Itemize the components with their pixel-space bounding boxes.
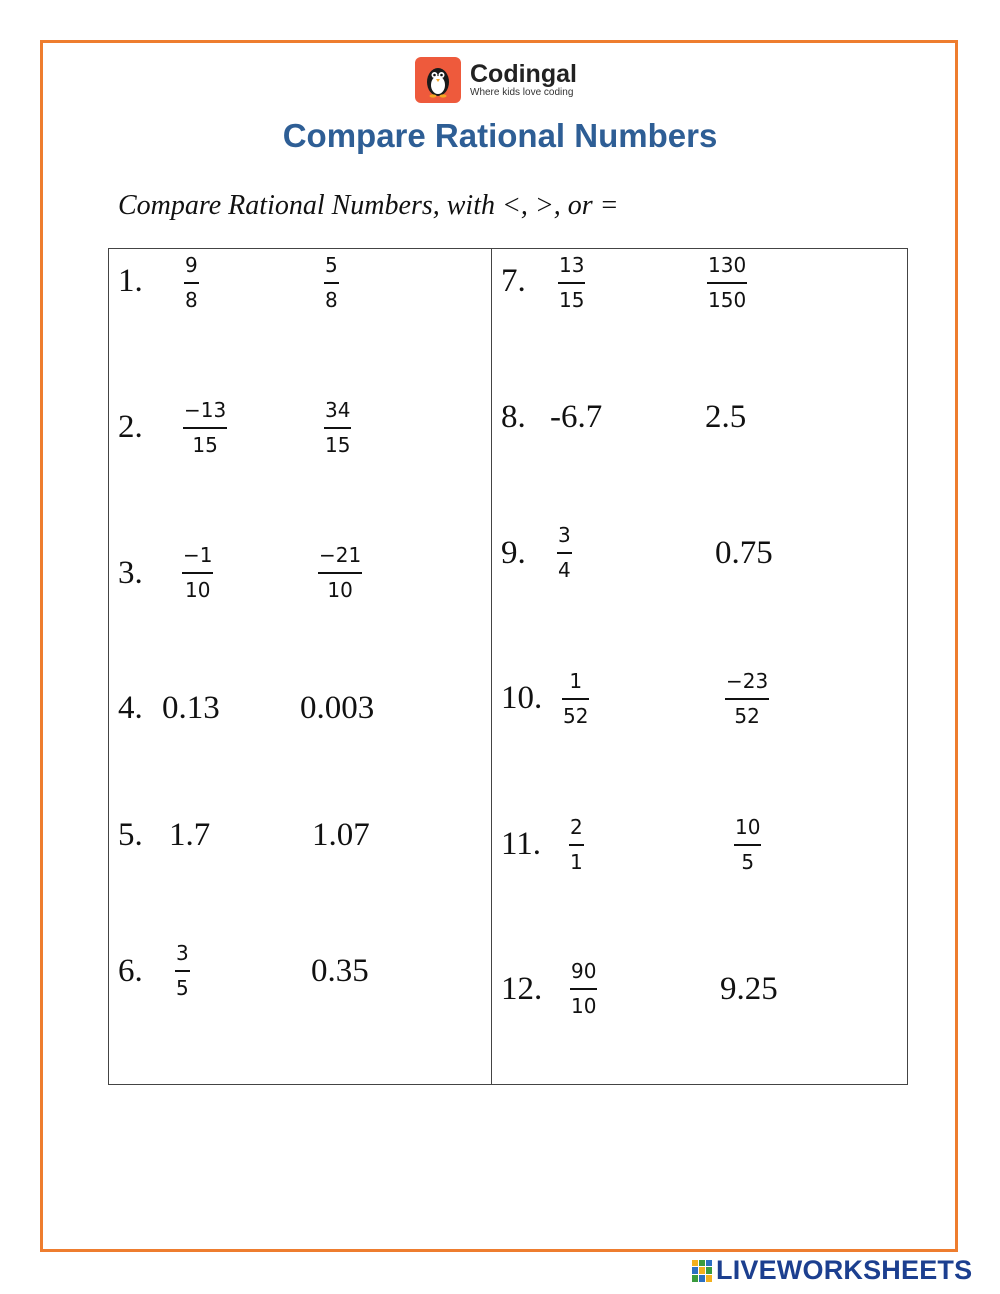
problem-number: 5. (118, 817, 143, 853)
numerator: 1 (569, 669, 583, 693)
problem-number: 3. (118, 555, 143, 591)
problem-number: 10. (501, 680, 543, 716)
value-b: 1.07 (312, 817, 370, 853)
numerator: −21 (319, 543, 362, 567)
denominator: 15 (559, 288, 585, 312)
value-a: -6.7 (550, 399, 603, 435)
liveworksheets-logo[interactable] (692, 1255, 972, 1286)
problem-number: 2. (118, 409, 143, 445)
fraction-a (558, 253, 585, 312)
numerator: 34 (325, 398, 351, 422)
denominator: 15 (192, 433, 218, 457)
fraction-a (562, 669, 589, 728)
numerator: 2 (570, 815, 583, 839)
numerator: 5 (325, 253, 338, 277)
denominator: 8 (185, 288, 198, 312)
problem-number: 8. (501, 399, 526, 435)
problem-number: 11. (501, 826, 542, 862)
denominator: 52 (563, 704, 589, 728)
problems-table (108, 248, 908, 1085)
problem-number: 4. (118, 690, 143, 726)
footer-brand: LIVEWORKSHEETS (716, 1255, 973, 1285)
fraction-a (570, 959, 597, 1018)
instruction-text: Compare Rational Numbers, with <, >, or = (118, 190, 619, 221)
denominator: 15 (325, 433, 351, 457)
fraction-b (324, 253, 339, 312)
fraction-b (707, 253, 747, 312)
brand-tagline: Where kids love coding (470, 87, 574, 98)
value-a: 1.7 (169, 817, 211, 853)
denominator: 5 (741, 850, 755, 874)
fraction-b (734, 815, 761, 874)
denominator: 150 (708, 288, 747, 312)
fraction-a (175, 941, 190, 1000)
value-b: 0.003 (300, 690, 375, 726)
problem-number: 7. (501, 263, 526, 299)
fraction-b (318, 543, 362, 602)
denominator: 10 (327, 578, 353, 602)
numerator: 3 (558, 523, 571, 547)
value-b: 2.5 (705, 399, 747, 435)
problem-number: 9. (501, 535, 526, 571)
column-divider (491, 248, 492, 1085)
brand-name: Codingal (470, 60, 577, 88)
numerator: −1 (183, 543, 213, 567)
denominator: 5 (176, 976, 189, 1000)
value-a: 0.13 (162, 690, 220, 726)
fraction-b (725, 669, 769, 728)
denominator: 10 (571, 994, 597, 1018)
worksheet-title: Compare Rational Numbers (282, 117, 718, 154)
numerator: 9 (185, 253, 198, 277)
numerator: 3 (176, 941, 189, 965)
liveworksheets-logo-icon (692, 1260, 712, 1282)
fraction-a (557, 523, 572, 582)
codingal-logo (415, 57, 577, 103)
problem-number: 6. (118, 953, 143, 989)
denominator: 10 (185, 578, 211, 602)
fraction-a (183, 398, 227, 457)
fraction-a (569, 815, 584, 874)
numerator: 130 (708, 253, 747, 277)
numerator: −23 (726, 669, 769, 693)
fraction-a (184, 253, 199, 312)
denominator: 4 (558, 558, 571, 582)
denominator: 8 (325, 288, 338, 312)
numerator: 10 (735, 815, 761, 839)
value-b: 9.25 (720, 971, 778, 1007)
fraction-a (182, 543, 213, 602)
value-b: 0.75 (715, 535, 773, 571)
numerator: −13 (184, 398, 227, 422)
problem-number: 12. (501, 971, 543, 1007)
denominator: 1 (570, 850, 583, 874)
value-b: 0.35 (311, 953, 369, 989)
fraction-b (324, 398, 351, 457)
numerator: 90 (571, 959, 597, 983)
numerator: 13 (559, 253, 585, 277)
penguin-icon (415, 57, 461, 103)
problem-number: 1. (118, 263, 143, 299)
denominator: 52 (734, 704, 760, 728)
